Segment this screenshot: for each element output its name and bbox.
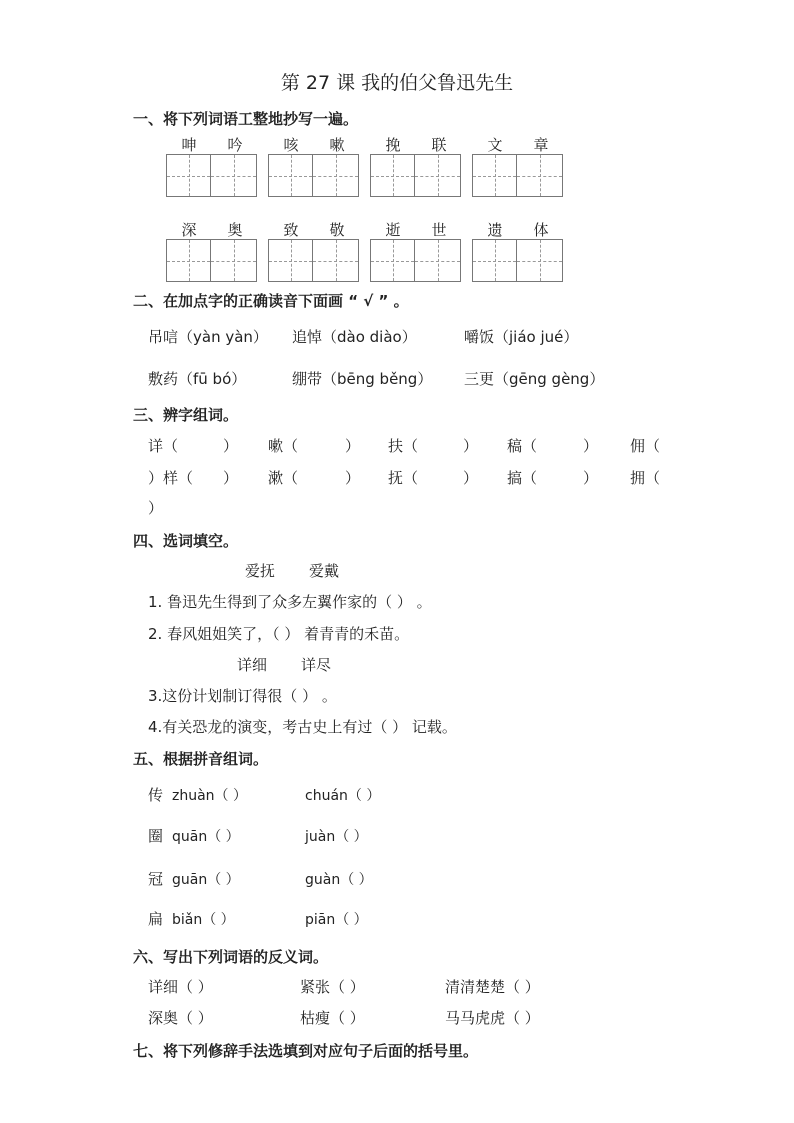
distinguish-item: 搞（ [507, 469, 538, 487]
writing-cell[interactable] [166, 239, 211, 282]
fill-question-4: 4.有关恐龙的演变，考古史上有过（ ） 记载。 [148, 718, 457, 736]
choice-word: 详尽 [301, 656, 332, 674]
section-1-heading: 一、将下列词语工整地抄写一遍。 [133, 110, 359, 128]
writing-grid [370, 239, 462, 282]
writing-cell[interactable] [313, 239, 359, 282]
pinyin-item: 绷带（bēng běng） [292, 370, 433, 388]
writing-cell[interactable] [166, 154, 211, 197]
distinguish-item: 抚（ [388, 469, 419, 487]
writing-cell[interactable] [211, 239, 257, 282]
section-2-heading: 二、在加点字的正确读音下面画 “ √ ” 。 [133, 292, 409, 310]
copy-character: 嗽 [329, 136, 345, 154]
distinguish-item: ） [345, 469, 361, 487]
section-5-heading: 五、根据拼音组词。 [133, 750, 269, 768]
section-4-heading: 四、选词填空。 [133, 532, 239, 550]
copy-character: 咳 [283, 136, 299, 154]
choice-word: 爱戴 [309, 562, 340, 580]
antonym-item: 枯瘦（ ） [300, 1009, 365, 1027]
writing-cell[interactable] [268, 239, 313, 282]
copy-character: 世 [431, 221, 447, 239]
antonym-item: 详细（ ） [148, 978, 213, 996]
writing-cell[interactable] [211, 154, 257, 197]
copy-character: 呻 [181, 136, 197, 154]
writing-grid [166, 239, 258, 282]
writing-cell[interactable] [268, 154, 313, 197]
antonym-item: 马马虎虎（ ） [445, 1009, 540, 1027]
distinguish-item: 嗽（ [268, 437, 299, 455]
distinguish-item: 扶（ [388, 437, 419, 455]
distinguish-item: ） [463, 469, 479, 487]
pinyin-word-b: juàn（ ） [305, 829, 368, 845]
pinyin-word-a: zhuàn（ ） [172, 788, 247, 804]
copy-character: 奥 [227, 221, 243, 239]
distinguish-item: 拥（ [630, 469, 661, 487]
distinguish-item: ）样（ [148, 469, 194, 487]
distinguish-item: ） [583, 469, 599, 487]
distinguish-item: 佣（ [630, 437, 661, 455]
fill-question-2: 2. 春风姐姐笑了，（ ） 着青青的禾苗。 [148, 625, 410, 643]
pinyin-item: 三更（gēng gèng） [464, 370, 605, 388]
choice-word: 爱抚 [245, 562, 276, 580]
copy-character: 体 [533, 221, 549, 239]
pinyin-word-a: guān（ ） [172, 872, 240, 888]
copy-character: 遗 [487, 221, 503, 239]
antonym-item: 清清楚楚（ ） [445, 978, 540, 996]
pinyin-word-char: 传 [148, 786, 164, 804]
copy-character: 联 [431, 136, 447, 154]
page-title: 第 27 课 我的伯父鲁迅先生 [280, 72, 514, 94]
choice-word: 详细 [237, 656, 268, 674]
distinguish-item: 漱（ [268, 469, 299, 487]
pinyin-item: 敷药（fū bó） [148, 370, 247, 388]
pinyin-word-b: piān（ ） [305, 912, 368, 928]
fill-question-1: 1. 鲁迅先生得到了众多左翼作家的（ ） 。 [148, 593, 432, 611]
writing-cell[interactable] [472, 154, 517, 197]
writing-grid [166, 154, 258, 197]
section-7-heading: 七、将下列修辞手法选填到对应句子后面的括号里。 [133, 1042, 479, 1060]
writing-grid [472, 239, 564, 282]
pinyin-item: 嚼饭（jiáo jué） [464, 328, 579, 346]
writing-cell[interactable] [517, 239, 563, 282]
writing-grid [268, 154, 360, 197]
antonym-item: 紧张（ ） [300, 978, 365, 996]
pinyin-word-char: 扁 [148, 910, 164, 928]
copy-character: 敬 [329, 221, 345, 239]
copy-character: 深 [181, 221, 197, 239]
pinyin-item: 吊唁（yàn yàn） [148, 328, 268, 346]
copy-character: 致 [283, 221, 299, 239]
antonym-item: 深奥（ ） [148, 1009, 213, 1027]
writing-cell[interactable] [370, 154, 415, 197]
distinguish-item: ） [223, 469, 239, 487]
distinguish-item: 稿（ [507, 437, 538, 455]
copy-character: 挽 [385, 136, 401, 154]
pinyin-word-a: quān（ ） [172, 829, 240, 845]
pinyin-item: 追悼（dào diào） [292, 328, 417, 346]
fill-question-3: 3.这份计划制订得很（ ） 。 [148, 687, 337, 705]
section-3-heading: 三、辨字组词。 [133, 406, 239, 424]
pinyin-word-b: guàn（ ） [305, 872, 373, 888]
copy-character: 吟 [227, 136, 243, 154]
pinyin-word-b: chuán（ ） [305, 788, 381, 804]
copy-character: 逝 [385, 221, 401, 239]
distinguish-tail: ） [148, 499, 164, 517]
distinguish-item: ） [463, 437, 479, 455]
distinguish-item: ） [223, 437, 239, 455]
writing-grid [268, 239, 360, 282]
writing-cell[interactable] [415, 239, 461, 282]
distinguish-item: ） [583, 437, 599, 455]
section-6-heading: 六、写出下列词语的反义词。 [133, 948, 329, 966]
writing-cell[interactable] [370, 239, 415, 282]
pinyin-word-char: 圈 [148, 827, 164, 845]
copy-character: 文 [487, 136, 503, 154]
writing-cell[interactable] [517, 154, 563, 197]
distinguish-item: ） [345, 437, 361, 455]
writing-grid [370, 154, 462, 197]
pinyin-word-a: biǎn（ ） [172, 912, 235, 928]
writing-grid [472, 154, 564, 197]
writing-cell[interactable] [313, 154, 359, 197]
copy-character: 章 [533, 136, 549, 154]
distinguish-item: 详（ [148, 437, 179, 455]
writing-cell[interactable] [472, 239, 517, 282]
writing-cell[interactable] [415, 154, 461, 197]
pinyin-word-char: 冠 [148, 870, 164, 888]
